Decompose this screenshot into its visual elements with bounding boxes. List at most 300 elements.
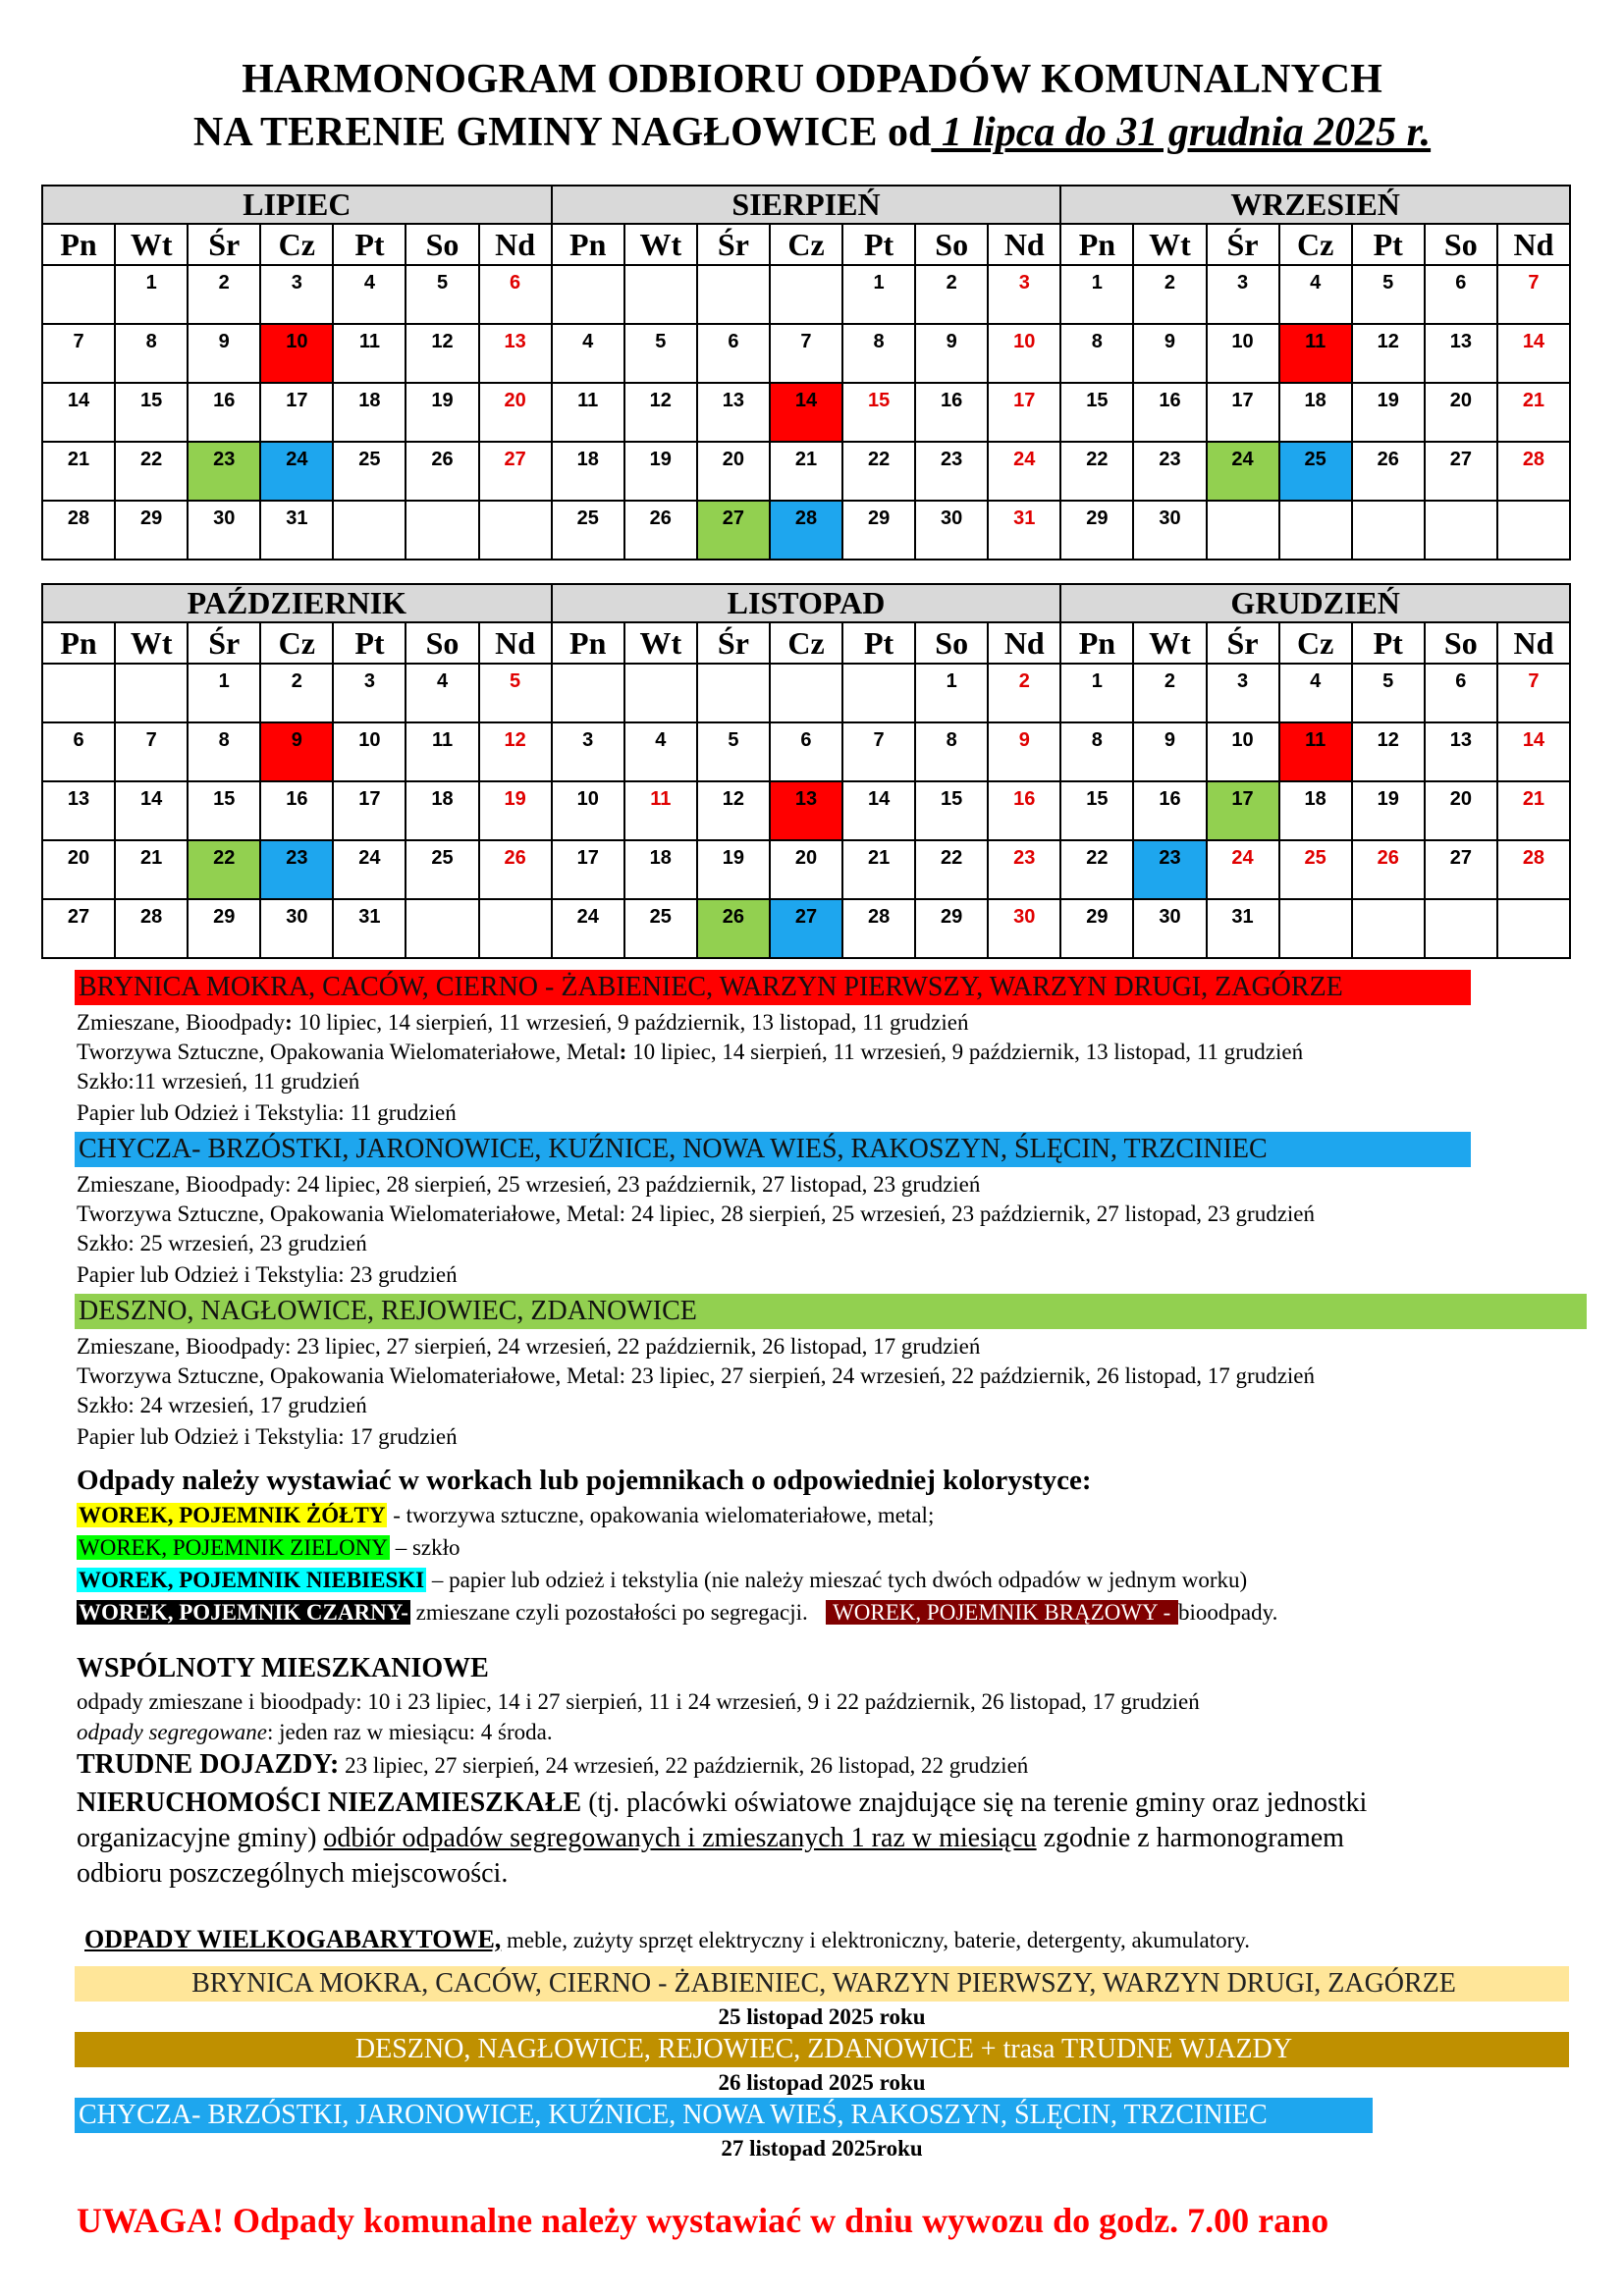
zone-red-plastic-sep: : [619,1040,627,1064]
calendar-day: 28 [842,899,915,958]
calendar-day: 10 [1207,722,1279,781]
bag-brown-text: bioodpady. [1177,1600,1278,1625]
calendar-day: 19 [406,383,478,442]
weekday-header: Cz [260,224,333,265]
calendar-day: 18 [624,840,697,899]
calendar-day: 22 [1060,840,1133,899]
calendar-day: 29 [842,501,915,560]
weekday-header: Wt [1133,224,1206,265]
weekday-header: Cz [770,224,842,265]
calendar-day: 5 [1352,664,1425,722]
zone-blue-title: CHYCZA- BRZÓSTKI, JARONOWICE, KUŹNICE, NOWA WIEŚ, RAKOSZYN, ŚLĘCIN, TRZCINIEC [75,1132,1471,1167]
calendar-day: 5 [697,722,770,781]
calendar-day: 18 [1279,383,1352,442]
calendar-day: 1 [1060,265,1133,324]
calendar-day: 24 [260,442,333,501]
calendar-day: 3 [988,265,1060,324]
calendar-day: 1 [1060,664,1133,722]
month-header: LIPIEC [42,186,552,224]
zone-red-title: BRYNICA MOKRA, CACÓW, CIERNO - ŻABIENIEC, WARZYN PIERWSZY, WARZYN DRUGI, ZAGÓRZE [75,970,1471,1005]
calendar-day: 20 [479,383,552,442]
weekday-header: So [1425,622,1497,664]
calendar-day [697,265,770,324]
calendar-day: 23 [988,840,1060,899]
calendar-day: 12 [1352,722,1425,781]
calendar-day: 6 [42,722,115,781]
weekday-header: Pn [1060,622,1133,664]
calendar-day [1425,899,1497,958]
weekday-header: Nd [1497,622,1570,664]
bag-yellow-text: - tworzywa sztuczne, opakowania wielomateriałowe, metal; [387,1503,935,1527]
calendar-day: 14 [842,781,915,840]
bulky-zone-2-date: 26 listopad 2025 roku [718,2070,926,2095]
calendar-day: 7 [115,722,188,781]
calendar-day: 16 [188,383,260,442]
calendar-day: 12 [406,324,478,383]
calendar-day: 24 [552,899,624,958]
calendar-day: 16 [988,781,1060,840]
calendar-day: 11 [1279,722,1352,781]
weekday-header: Nd [988,622,1060,664]
calendar-day: 15 [842,383,915,442]
calendar-day: 13 [770,781,842,840]
weekday-header: Pn [552,224,624,265]
weekday-header: Śr [1207,622,1279,664]
weekday-header: Śr [188,622,260,664]
calendar-day: 19 [1352,781,1425,840]
month-header: WRZESIEŃ [1060,186,1570,224]
calendar-day: 3 [260,265,333,324]
zone-red-plastic [77,1039,1303,1066]
uninhabited-line2 [77,1822,1344,1855]
calendar-day [479,899,552,958]
calendar-day: 17 [1207,781,1279,840]
calendar-day: 7 [1497,265,1570,324]
calendar-day: 11 [624,781,697,840]
calendar-day: 20 [770,840,842,899]
calendar-day: 3 [552,722,624,781]
weekday-header: So [915,224,988,265]
calendar-day: 14 [770,383,842,442]
weekday-header: Pt [842,224,915,265]
calendar-day: 3 [1207,664,1279,722]
calendar-day [406,899,478,958]
calendar-day [479,501,552,560]
calendar-day: 21 [115,840,188,899]
calendar-day: 13 [479,324,552,383]
calendar-day: 27 [479,442,552,501]
zone-red-mixed-label: Zmieszane, Bioodpady [77,1010,286,1035]
calendar-day: 11 [552,383,624,442]
zone-green-plastic: Tworzywa Sztuczne, Opakowania Wielomateriałowe, Metal: 23 lipiec, 27 sierpień, 24 wrzesień, 22 październik, 26 listopad, 17 grudzień [77,1363,1316,1388]
calendar-day: 26 [1352,442,1425,501]
bulky-zone-1-date: 25 listopad 2025 roku [718,2004,926,2029]
calendar-day [1425,501,1497,560]
bag-green-label: WOREK, POJEMNIK ZIELONY [79,1535,388,1560]
bulky-zone-3: CHYCZA- BRZÓSTKI, JARONOWICE, KUŹNICE, NOWA WIEŚ, RAKOSZYN, ŚLĘCIN, TRZCINIEC [75,2098,1373,2133]
bag-blue [77,1567,1247,1594]
calendar-day: 23 [1133,442,1206,501]
calendar-day [1497,899,1570,958]
bulky-zone-2: DESZNO, NAGŁOWICE, REJOWIEC, ZDANOWICE + trasa TRUDNE WJAZDY [75,2032,1569,2067]
calendar-day: 4 [552,324,624,383]
calendar-day: 18 [552,442,624,501]
calendar-day: 29 [915,899,988,958]
calendar-day: 7 [1497,664,1570,722]
communities-mixed: odpady zmieszane i bioodpady: 10 i 23 lipiec, 14 i 27 sierpień, 11 i 24 wrzesień, 9 i 22 październik, 26 listopad, 17 grudzień [77,1689,1200,1714]
calendar-day: 10 [1207,324,1279,383]
calendar-day: 25 [552,501,624,560]
calendar-day [406,501,478,560]
calendar-day: 10 [988,324,1060,383]
calendar-day: 21 [770,442,842,501]
calendar-day: 8 [115,324,188,383]
uninhabited-line3: odbioru poszczególnych miejscowości. [77,1858,509,1889]
calendar-day: 30 [1133,899,1206,958]
calendar-day: 31 [333,899,406,958]
uninhabited-label: NIERUCHOMOŚCI NIEZAMIESZKAŁE [77,1788,582,1818]
calendar-day: 24 [1207,442,1279,501]
calendar-day: 6 [479,265,552,324]
calendar-day [697,664,770,722]
calendar-day: 10 [333,722,406,781]
weekday-header: Nd [479,622,552,664]
calendar-day: 2 [260,664,333,722]
calendar-day: 23 [1133,840,1206,899]
weekday-header: Cz [260,622,333,664]
calendar-day: 23 [188,442,260,501]
calendar-day: 2 [915,265,988,324]
calendar-day: 21 [842,840,915,899]
calendar-day: 7 [842,722,915,781]
calendar-day [842,664,915,722]
calendar-day: 27 [1425,442,1497,501]
weekday-header: Wt [624,622,697,664]
calendar-day: 17 [333,781,406,840]
warning-text: UWAGA! Odpady komunalne należy wystawiać w dniu wywozu do godz. 7.00 rano [77,2201,1329,2240]
calendar-day: 16 [915,383,988,442]
bags-heading: Odpady należy wystawiać w workach lub pojemnikach o odpowiedniej kolorystyce: [77,1465,1092,1496]
calendar-day: 29 [115,501,188,560]
bag-yellow-label: WOREK, POJEMNIK ŻÓŁTY [79,1503,386,1527]
calendar-day: 20 [1425,383,1497,442]
calendar-day: 29 [1060,899,1133,958]
calendar-day: 21 [42,442,115,501]
calendar-day: 9 [1133,324,1206,383]
calendar-day [770,664,842,722]
bulky-line [84,1926,1250,1954]
weekday-header: Wt [115,224,188,265]
weekday-header: So [1425,224,1497,265]
weekday-header: Wt [1133,622,1206,664]
calendar-day: 12 [1352,324,1425,383]
calendar-day: 10 [260,324,333,383]
calendar-day: 22 [842,442,915,501]
weekday-header: Cz [1279,224,1352,265]
weekday-header: Wt [624,224,697,265]
calendar-day: 2 [1133,265,1206,324]
calendar-day: 1 [842,265,915,324]
calendar-day: 31 [1207,899,1279,958]
uninhabited-text2u: odbiór odpadów segregowanych i zmieszanych 1 raz w miesiącu [323,1823,1037,1853]
bag-yellow [77,1502,934,1529]
uninhabited-text1: (tj. placówki oświatowe znajdujące się na terenie gminy oraz jednostki [581,1788,1368,1818]
calendar-day: 27 [42,899,115,958]
calendar-day: 6 [697,324,770,383]
calendar-day: 8 [1060,324,1133,383]
calendar-day: 21 [1497,781,1570,840]
calendar-day: 7 [42,324,115,383]
zone-red-glass: Szkło:11 wrzesień, 11 grudzień [77,1069,360,1094]
zone-red-mixed-dates: 10 lipiec, 14 sierpień, 11 wrzesień, 9 październik, 13 listopad, 11 grudzień [292,1010,969,1035]
calendar-day: 28 [770,501,842,560]
calendar-day [42,265,115,324]
uninhabited-line1 [77,1787,1367,1820]
calendar-day: 5 [406,265,478,324]
zone-red-mixed [77,1009,968,1037]
weekday-header: Śr [697,622,770,664]
calendar-day: 5 [624,324,697,383]
zone-red-plastic-label: Tworzywa Sztuczne, Opakowania Wielomateriałowe, Metal [77,1040,620,1064]
communities-segregated-label: odpady segregowane [77,1720,267,1744]
weekday-header: Pn [552,622,624,664]
calendar-day: 28 [42,501,115,560]
calendar-day: 17 [260,383,333,442]
calendar-day: 4 [1279,265,1352,324]
calendar-day: 23 [260,840,333,899]
calendar-day: 29 [188,899,260,958]
calendar-day: 17 [988,383,1060,442]
page-title-line1: HARMONOGRAM ODBIORU ODPADÓW KOMUNALNYCH [242,57,1382,102]
difficult-dates: 23 lipiec, 27 sierpień, 24 wrzesień, 22 październik, 26 listopad, 22 grudzień [339,1753,1029,1778]
calendar-day: 18 [333,383,406,442]
weekday-header: Pt [333,224,406,265]
calendar-day: 30 [188,501,260,560]
month-header: GRUDZIEŃ [1060,584,1570,622]
calendar-day: 30 [915,501,988,560]
calendar-day: 24 [333,840,406,899]
calendar-day: 26 [406,442,478,501]
bag-black-brown [77,1599,1277,1627]
calendar-day: 10 [552,781,624,840]
weekday-header: Pt [1352,622,1425,664]
bag-green-text: – szkło [389,1535,460,1560]
weekday-header: Nd [988,224,1060,265]
calendar-day: 2 [188,265,260,324]
zone-red-paper: Papier lub Odzież i Tekstylia: 11 grudzień [77,1100,457,1125]
calendar-day: 20 [697,442,770,501]
calendar-day: 20 [1425,781,1497,840]
weekday-header: So [915,622,988,664]
communities-heading: WSPÓLNOTY MIESZKANIOWE [77,1653,489,1683]
calendar-day: 20 [42,840,115,899]
calendar-day [1352,501,1425,560]
page-title-line2 [0,108,1624,157]
calendar-day [115,664,188,722]
calendar-day: 15 [188,781,260,840]
communities-segregated [77,1719,553,1746]
bulky-zone-1: BRYNICA MOKRA, CACÓW, CIERNO - ŻABIENIEC, WARZYN PIERWSZY, WARZYN DRUGI, ZAGÓRZE [75,1966,1569,2002]
calendar-day [1279,899,1352,958]
calendar-day: 2 [1133,664,1206,722]
calendar-day: 22 [115,442,188,501]
calendar-day: 18 [1279,781,1352,840]
zone-green-glass: Szkło: 24 wrzesień, 17 grudzień [77,1393,367,1417]
calendar-day [770,265,842,324]
weekday-header: Nd [479,224,552,265]
calendar-day [1279,501,1352,560]
weekday-header: Pt [842,622,915,664]
zone-blue-glass: Szkło: 25 wrzesień, 23 grudzień [77,1231,367,1255]
bag-blue-text: – papier lub odzież i tekstylia (nie należy mieszać tych dwóch odpadów w jednym worku) [426,1568,1248,1592]
calendar-day: 9 [988,722,1060,781]
calendar-day: 27 [770,899,842,958]
calendar-day: 9 [260,722,333,781]
calendar-day: 8 [842,324,915,383]
calendar-day: 30 [1133,501,1206,560]
calendar-day: 21 [1497,383,1570,442]
calendar-day: 26 [1352,840,1425,899]
bulky-zone-3-date: 27 listopad 2025roku [721,2136,923,2161]
calendar-day: 19 [1352,383,1425,442]
calendar-day: 22 [188,840,260,899]
calendar-day: 5 [479,664,552,722]
weekday-header: Śr [188,224,260,265]
communities-segregated-text: : jeden raz w miesiącu: 4 środa. [266,1720,553,1744]
zone-blue-plastic: Tworzywa Sztuczne, Opakowania Wielomateriałowe, Metal: 24 lipiec, 28 sierpień, 25 wrzesień, 23 październik, 27 listopad, 23 grudzień [77,1201,1316,1226]
bag-black-label: WOREK, POJEMNIK CZARNY- [79,1600,408,1625]
bulky-text: meble, zużyty sprzęt elektryczny i elektroniczny, baterie, detergenty, akumulatory. [501,1928,1251,1952]
weekday-header: Pn [1060,224,1133,265]
calendar-day [1352,899,1425,958]
difficult-access [77,1751,1028,1780]
calendar-day: 26 [479,840,552,899]
calendar-day: 23 [915,442,988,501]
calendar-day: 16 [260,781,333,840]
calendar-day: 15 [1060,383,1133,442]
calendar-day: 14 [1497,722,1570,781]
calendar-day: 9 [188,324,260,383]
calendar-day: 13 [42,781,115,840]
calendar-day: 28 [1497,442,1570,501]
calendar-day [333,501,406,560]
calendar-day: 8 [915,722,988,781]
calendar-day: 30 [988,899,1060,958]
calendar-day: 19 [697,840,770,899]
calendar-day: 6 [770,722,842,781]
bulky-label: ODPADY WIELKOGABARYTOWE, [84,1925,502,1953]
zone-red-mixed-sep: : [285,1010,293,1035]
calendar-day: 2 [988,664,1060,722]
calendar-day: 26 [697,899,770,958]
weekday-header: Wt [115,622,188,664]
calendar-day: 16 [1133,383,1206,442]
calendar-day: 1 [115,265,188,324]
calendar-day: 12 [624,383,697,442]
title-prefix: NA TERENIE GMINY NAGŁOWICE od [192,110,932,155]
zone-green-paper: Papier lub Odzież i Tekstylia: 17 grudzień [77,1424,458,1449]
calendar-day: 11 [406,722,478,781]
calendar-day: 4 [333,265,406,324]
calendar-day: 17 [552,840,624,899]
uninhabited-text2a: organizacyjne gminy) [77,1823,324,1853]
month-header: SIERPIEŃ [552,186,1061,224]
weekday-header: So [406,622,478,664]
calendar-day: 7 [770,324,842,383]
calendar-day: 25 [1279,840,1352,899]
zone-blue-mixed: Zmieszane, Bioodpady: 24 lipiec, 28 sierpień, 25 wrzesień, 23 październik, 27 listopad, 23 grudzień [77,1172,981,1197]
weekday-header: Pn [42,224,115,265]
calendar-day [1207,501,1279,560]
calendar-day: 6 [1425,265,1497,324]
calendar-day: 19 [624,442,697,501]
calendar-day: 9 [1133,722,1206,781]
calendar-day: 24 [1207,840,1279,899]
weekday-header: Cz [1279,622,1352,664]
calendar-day: 12 [697,781,770,840]
calendar-day: 1 [188,664,260,722]
weekday-header: Cz [770,622,842,664]
title-dates: 1 lipca do 31 grudnia 2025 r. [931,110,1432,155]
bag-blue-label: WOREK, POJEMNIK NIEBIESKI [79,1568,425,1592]
calendar-day: 8 [188,722,260,781]
calendar-day: 12 [479,722,552,781]
weekday-header: Śr [1207,224,1279,265]
calendar-day: 25 [624,899,697,958]
calendar-day: 29 [1060,501,1133,560]
calendar-day: 11 [1279,324,1352,383]
calendar-day: 14 [42,383,115,442]
calendar-day: 13 [1425,324,1497,383]
uninhabited-text2b: zgodnie z harmonogramem [1036,1823,1344,1853]
calendar-day: 14 [1497,324,1570,383]
calendar-day [1497,501,1570,560]
month-header: LISTOPAD [552,584,1061,622]
calendar-day: 25 [1279,442,1352,501]
calendar-day: 31 [260,501,333,560]
month-header: PAŹDZIERNIK [42,584,552,622]
calendar-day: 3 [333,664,406,722]
calendar-day: 4 [406,664,478,722]
calendar-day: 14 [115,781,188,840]
calendar-day: 31 [988,501,1060,560]
calendar-day: 13 [697,383,770,442]
calendar-day: 4 [624,722,697,781]
weekday-header: Pn [42,622,115,664]
zone-red-plastic-dates: 10 lipiec, 14 sierpień, 11 wrzesień, 9 październik, 13 listopad, 11 grudzień [626,1040,1304,1064]
weekday-header: Nd [1497,224,1570,265]
calendar-day: 27 [697,501,770,560]
calendar-day: 27 [1425,840,1497,899]
zone-green-mixed: Zmieszane, Bioodpady: 23 lipiec, 27 sierpień, 24 wrzesień, 22 październik, 26 listopad, 17 grudzień [77,1334,981,1359]
calendar-day: 25 [406,840,478,899]
calendar-day: 5 [1352,265,1425,324]
calendar-day: 15 [1060,781,1133,840]
calendar-day: 4 [1279,664,1352,722]
calendar-day: 22 [915,840,988,899]
calendar-day: 17 [1207,383,1279,442]
zone-blue-paper: Papier lub Odzież i Tekstylia: 23 grudzień [77,1262,458,1287]
calendar-day [552,664,624,722]
calendar-day [624,265,697,324]
weekday-header: Pt [1352,224,1425,265]
calendar-day: 3 [1207,265,1279,324]
calendar-day [624,664,697,722]
calendar-day: 15 [915,781,988,840]
weekday-header: Śr [697,224,770,265]
weekday-header: So [406,224,478,265]
calendar-day [42,664,115,722]
